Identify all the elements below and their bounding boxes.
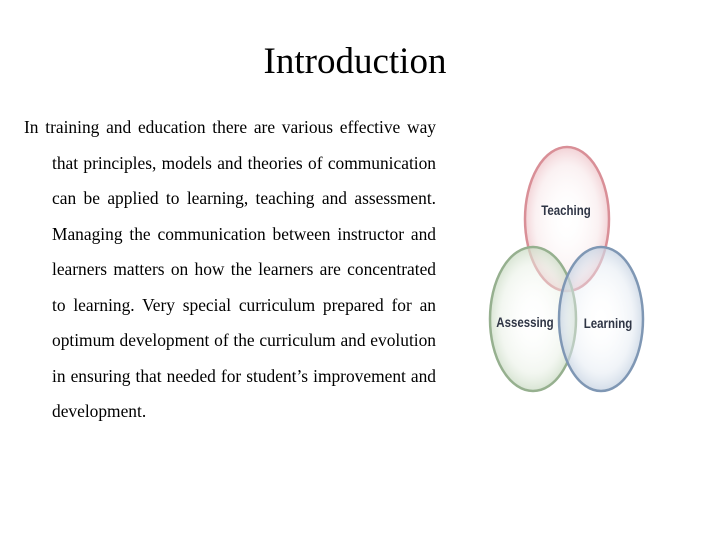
body-paragraph: In training and education there are various effective way that principles, models and theories of communication can be applied to learning, teaching and assessment. Managing the communication between instructor and learners matters on how the learners are concentrated to learning. Very special curriculum prepared for an optimum development of the curriculum and evolution in ensuring that needed for student’s improvement and development. xyxy=(24,117,436,421)
teaching-label: Teaching xyxy=(541,201,591,219)
slide-title: Introduction xyxy=(263,41,447,82)
learning-label: Learning xyxy=(583,314,633,332)
venn-diagram xyxy=(484,144,656,404)
assessing-label: Assessing xyxy=(496,313,554,331)
